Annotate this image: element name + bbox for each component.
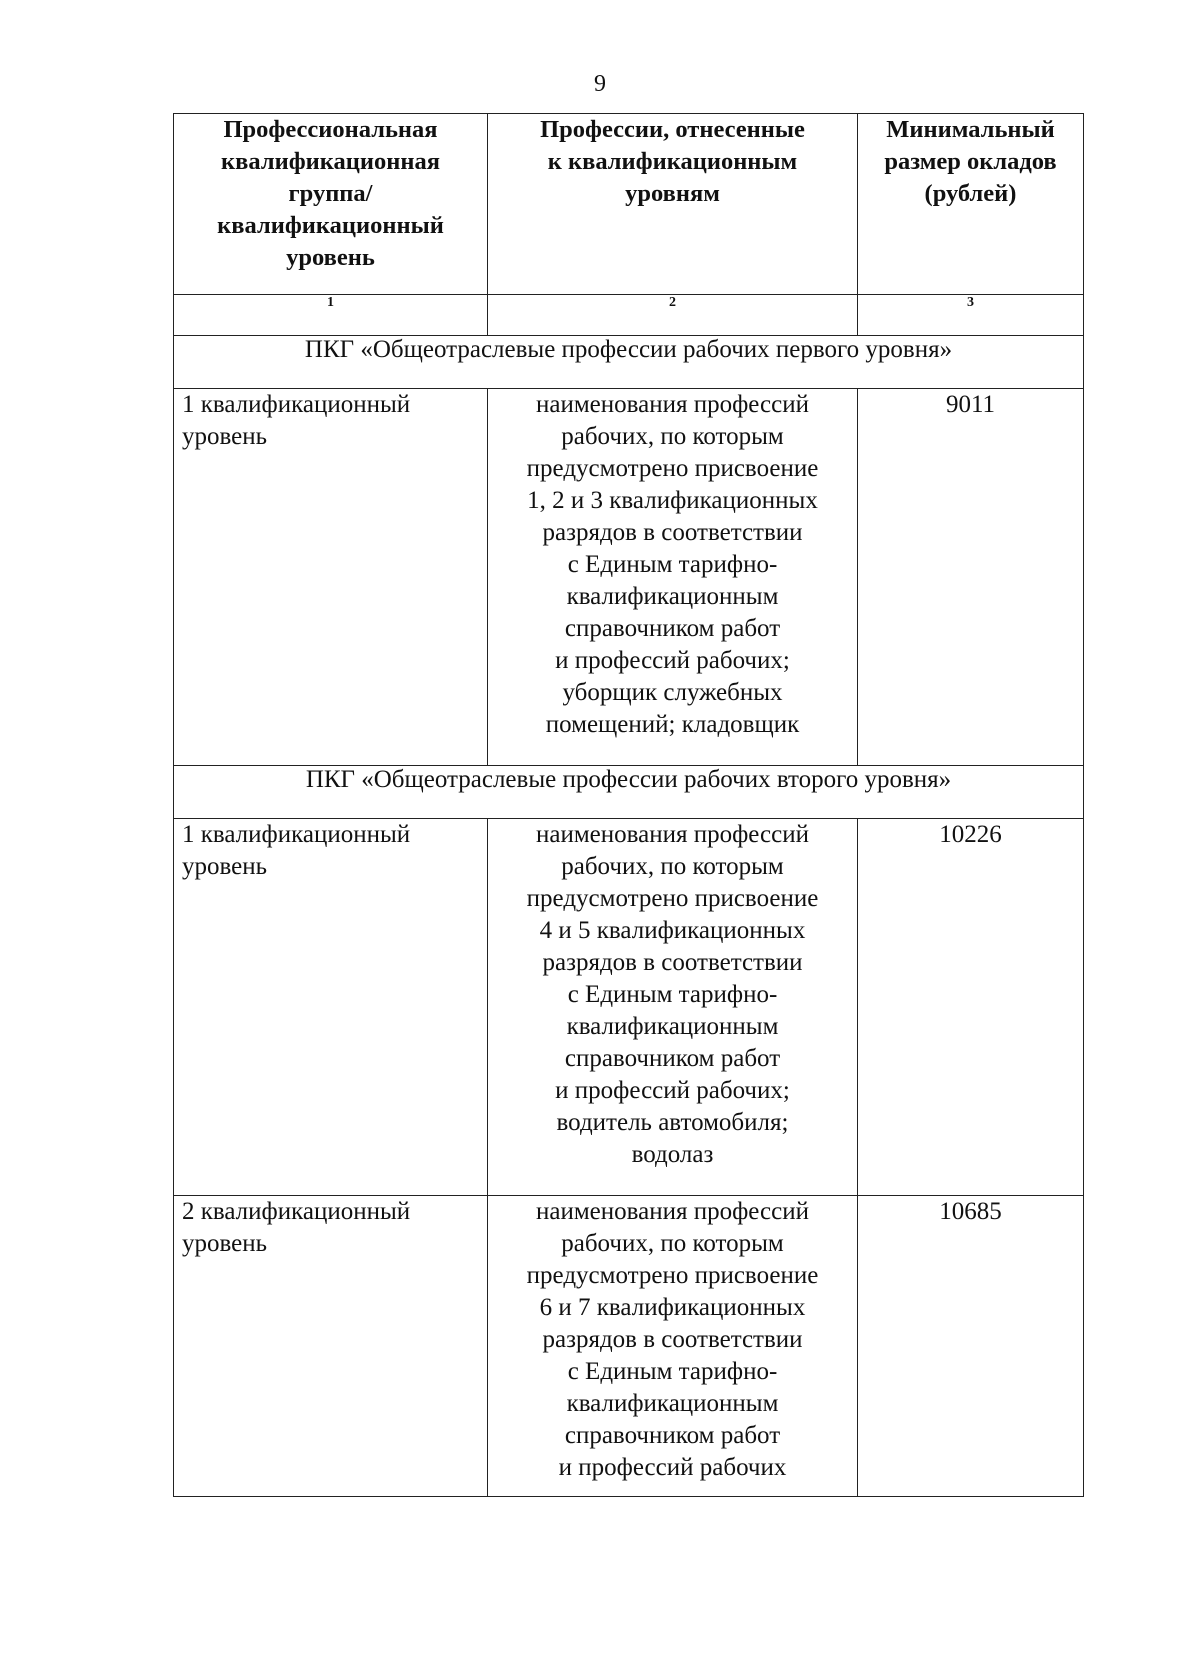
header-min-salary: Минимальный размер окладов (рублей) bbox=[858, 114, 1084, 295]
salary-cell: 10685 bbox=[858, 1196, 1084, 1497]
salary-table bbox=[173, 113, 1084, 1497]
table-header-row bbox=[174, 114, 1084, 295]
header-professions: Профессии, отнесенные к квалификационным уровням bbox=[488, 114, 858, 295]
professions-cell: наименования профессий рабочих, по которым предусмотрено присвоение 1, 2 и 3 квалификационных разрядов в соответствии с Единым тарифно- квалификационным справочником работ и профессий рабочих; уборщик служебных помещений; кладовщик bbox=[488, 389, 858, 766]
column-number: 2 bbox=[488, 295, 858, 336]
header-qualification-group: Профессиональная квалификационная группа/ квалификационный уровень bbox=[174, 114, 488, 295]
table-row bbox=[174, 1196, 1084, 1497]
salary-cell: 9011 bbox=[858, 389, 1084, 766]
group-row bbox=[174, 766, 1084, 819]
salary-cell: 10226 bbox=[858, 819, 1084, 1196]
table-row bbox=[174, 819, 1084, 1196]
qualification-level-cell: 1 квалификационный уровень bbox=[174, 389, 488, 766]
qualification-level-cell: 2 квалификационный уровень bbox=[174, 1196, 488, 1497]
qualification-level-cell: 1 квалификационный уровень bbox=[174, 819, 488, 1196]
column-number: 1 bbox=[174, 295, 488, 336]
group-title: ПКГ «Общеотраслевые профессии рабочих первого уровня» bbox=[174, 336, 1084, 389]
table-row bbox=[174, 389, 1084, 766]
column-number: 3 bbox=[858, 295, 1084, 336]
page-number: 9 bbox=[594, 71, 606, 97]
group-row bbox=[174, 336, 1084, 389]
professions-cell: наименования профессий рабочих, по которым предусмотрено присвоение 6 и 7 квалификационных разрядов в соответствии с Единым тарифно- квалификационным справочником работ и профессий рабочих bbox=[488, 1196, 858, 1497]
professions-cell: наименования профессий рабочих, по которым предусмотрено присвоение 4 и 5 квалификационных разрядов в соответствии с Единым тарифно- квалификационным справочником работ и профессий рабочих; водитель автомобиля; водолаз bbox=[488, 819, 858, 1196]
column-number-row bbox=[174, 295, 1084, 336]
group-title: ПКГ «Общеотраслевые профессии рабочих второго уровня» bbox=[174, 766, 1084, 819]
